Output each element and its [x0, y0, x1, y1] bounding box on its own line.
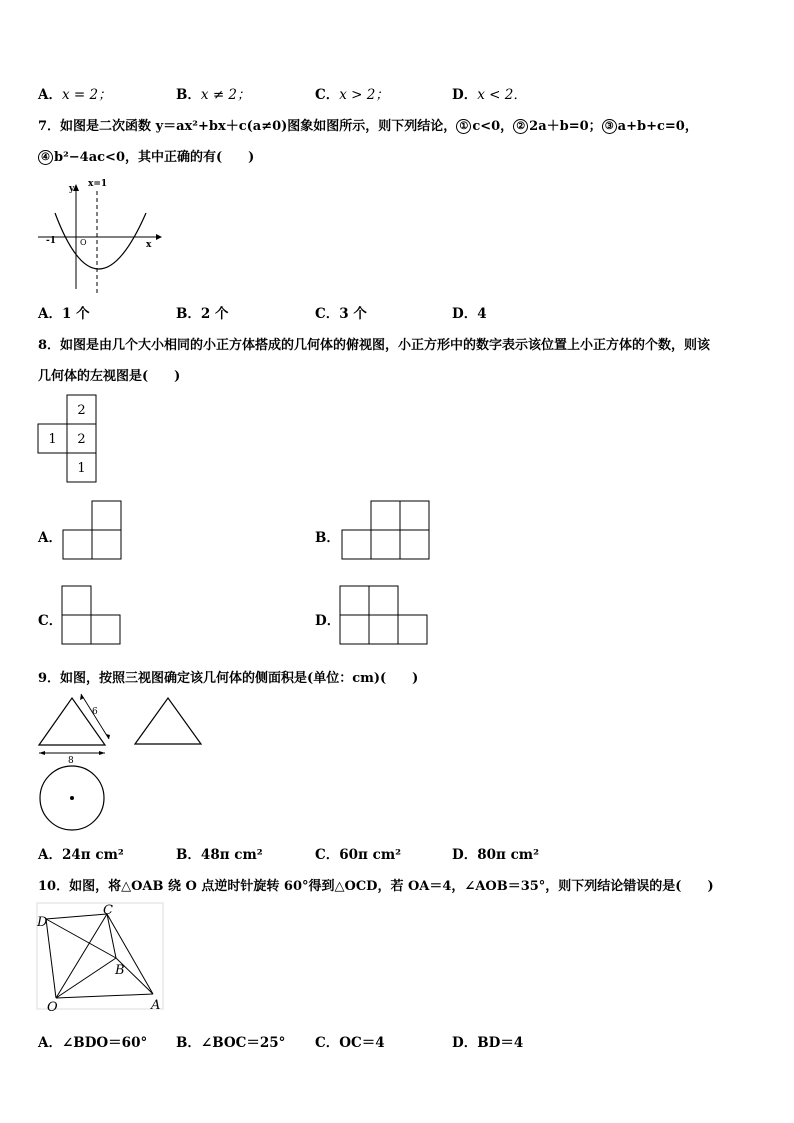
point-label-D: D — [37, 915, 48, 930]
q7-option-c[interactable]: C．3 个 — [315, 306, 367, 322]
q9-option-d[interactable]: D．80π cm² — [452, 847, 540, 863]
symmetry-label: x=1 — [88, 179, 108, 189]
front-view-triangle — [39, 698, 105, 745]
q10-stem: 10．如图，将△OAB 绕 O 点逆时针旋转 60°得到△OCD，若 OA＝4，∠AOB＝35°，则下列结论错误的是( ) — [38, 879, 714, 894]
q10-option-a[interactable]: A．∠BDO＝60° — [38, 1035, 148, 1051]
point-label-B: B — [115, 963, 125, 978]
q8-option-d-figure[interactable] — [339, 585, 431, 647]
q7-option-d[interactable]: D．4 — [452, 306, 487, 322]
dim-side-label: 6 — [92, 707, 98, 717]
dim-base-label: 8 — [68, 756, 74, 766]
segment-CA — [107, 914, 153, 994]
parabola-curve — [55, 213, 146, 269]
q6-option-d[interactable]: D．x < 2． — [452, 87, 527, 103]
segment-CB — [107, 914, 116, 958]
q8-option-a-label[interactable]: A． — [38, 530, 62, 546]
q8-option-c-figure[interactable] — [61, 585, 123, 647]
q8-option-d-label[interactable]: D． — [315, 613, 341, 629]
dim-arrow-icon — [39, 751, 45, 755]
q9-option-a[interactable]: A．24π cm² — [38, 847, 124, 863]
x-axis-label: x — [146, 240, 152, 250]
q8-stem-line1: 8．如图是由几个大小相同的小正方体搭成的几何体的俯视图，小正方形中的数字表示该位置上小正方体的个数，则该 — [38, 338, 711, 353]
grid-number: 1 — [77, 461, 86, 476]
point-label-O: O — [47, 1000, 58, 1015]
q7-option-b[interactable]: B．2 个 — [176, 306, 229, 322]
segment-OA — [56, 994, 153, 998]
q8-option-b-figure[interactable] — [341, 500, 433, 562]
q8-option-b-label[interactable]: B． — [315, 530, 340, 546]
q6-option-a[interactable]: A．x = 2； — [38, 87, 112, 103]
segment-DC — [46, 914, 107, 919]
dim-arrow-icon — [106, 734, 110, 739]
q9-three-views — [36, 694, 216, 839]
q7-option-a[interactable]: A．1 个 — [38, 306, 90, 322]
q9-option-c[interactable]: C．60π cm² — [315, 847, 402, 863]
segment-OC — [56, 914, 107, 998]
q8-option-c-label[interactable]: C． — [38, 613, 63, 629]
q8-top-view-grid — [38, 394, 98, 484]
dim-arrow-icon — [99, 751, 105, 755]
point-label-C: C — [103, 903, 113, 918]
grid-number: 2 — [77, 403, 86, 418]
y-axis-label: y — [69, 184, 75, 194]
q10-option-b[interactable]: B．∠BOC＝25° — [176, 1035, 286, 1051]
segment-OB — [56, 958, 116, 998]
q10-rotation-figure — [36, 902, 168, 1014]
segment-OD — [46, 919, 56, 998]
q10-option-c[interactable]: C．OC＝4 — [315, 1035, 385, 1051]
q7-stem-line1: 7．如图是二次函数 y＝ax²+bx＋c(a≠0)图象如图所示，则下列结论， ① c<0， ② 2a＋b=0； ③ a+b+c=0， — [38, 119, 698, 134]
q8-option-a-figure[interactable] — [62, 500, 124, 562]
q9-stem: 9．如图，按照三视图确定该几何体的侧面积是(单位：cm)( ) — [38, 671, 419, 686]
q6-option-b[interactable]: B．x ≠ 2； — [176, 87, 251, 103]
top-view-center — [70, 796, 74, 800]
side-view-triangle — [135, 698, 201, 744]
q7-parabola-graph — [38, 175, 163, 295]
q10-option-d[interactable]: D．BD＝4 — [452, 1035, 524, 1051]
x-axis-arrow-icon — [156, 234, 162, 240]
q7-stem-line2: ④ b²−4ac<0，其中正确的有( ) — [38, 146, 254, 165]
q6-option-c[interactable]: C．x > 2； — [315, 87, 389, 103]
point-label-A: A — [151, 998, 161, 1013]
q8-stem-line2: 几何体的左视图是( ) — [38, 369, 181, 384]
segment-DB — [46, 919, 116, 958]
origin-label: O — [80, 238, 87, 247]
figure-frame — [37, 903, 163, 1009]
grid-number: 2 — [77, 432, 86, 447]
grid-number: 1 — [48, 432, 57, 447]
minus-one-label: -1 — [46, 236, 56, 246]
q9-option-b[interactable]: B．48π cm² — [176, 847, 263, 863]
